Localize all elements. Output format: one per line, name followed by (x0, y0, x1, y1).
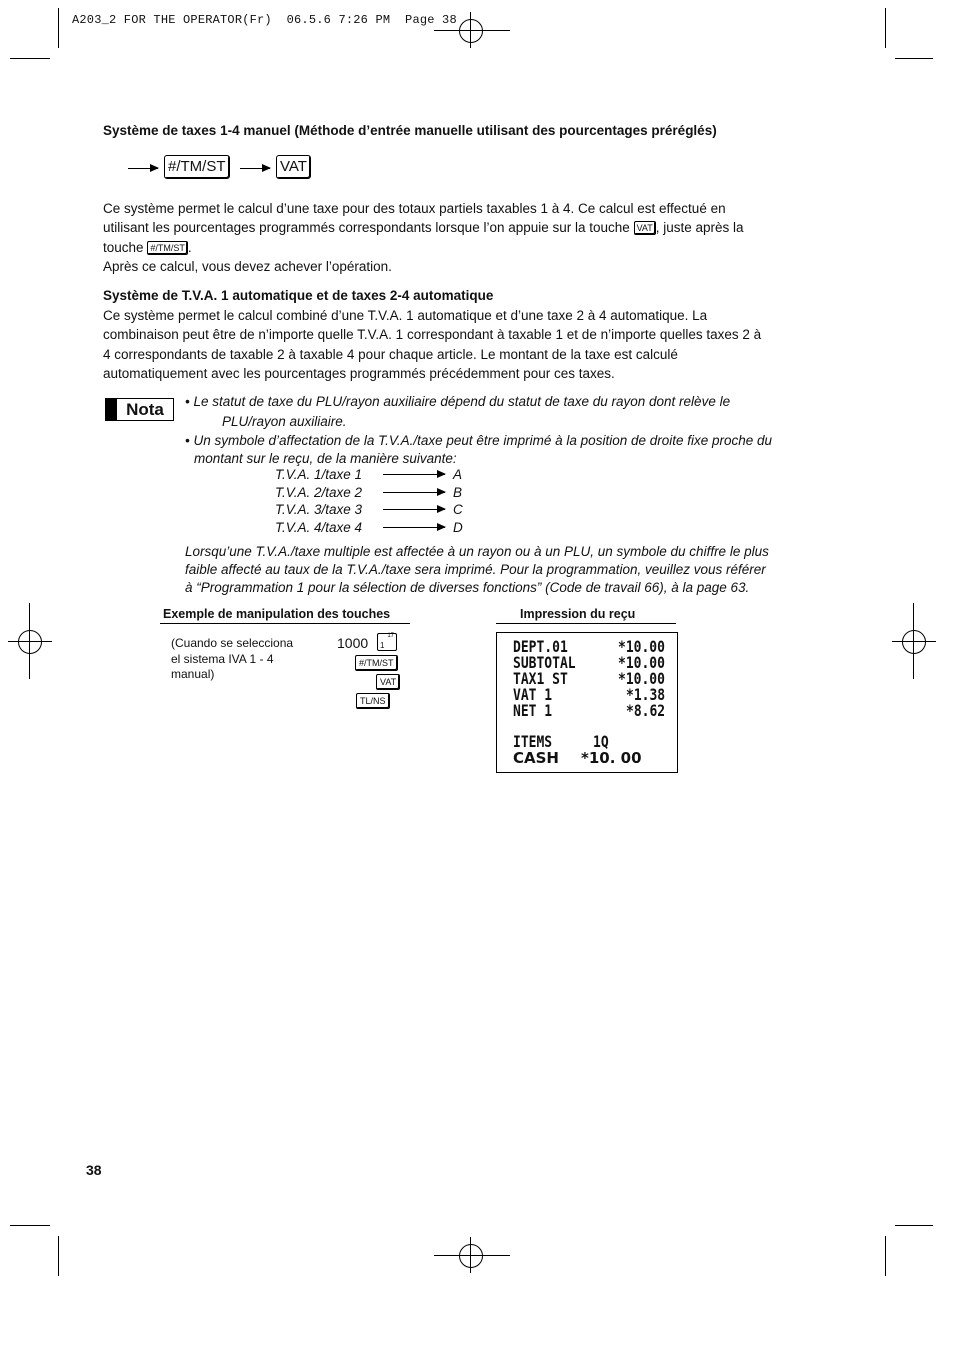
key-tl-ns-step: TL/NS (356, 691, 390, 709)
dept-key-1: 17 1 (377, 633, 397, 651)
crop-mark (10, 58, 50, 59)
crop-mark (58, 1236, 59, 1276)
crop-mark (885, 1236, 886, 1276)
receipt-items-label: ITEMS (513, 734, 553, 752)
registration-mark (902, 630, 926, 654)
registration-line (434, 1255, 510, 1256)
tax-map-row: T.V.A. 4/taxe 4 D (275, 519, 463, 535)
sequence-arrow (240, 168, 270, 169)
crop-mark (10, 1225, 50, 1226)
crop-mark (895, 58, 933, 59)
sequence-arrow (128, 168, 158, 169)
print-header: A203_2 FOR THE OPERATOR(Fr) 06.5.6 7:26 PM Page 38 (72, 13, 457, 27)
tax-map-row: T.V.A. 2/taxe 2 B (275, 484, 463, 500)
section1-body: Ce système permet le calcul d’une taxe pour des totaux partiels taxables 1 à 4. Ce calcul est effectué en utilisant les pourcentages programmés correspondants lorsque l’on appuie sur la touche VAT , juste après la touche #/TM/ST . Après ce calcul, vous devez achever l’opération. (103, 201, 744, 275)
registration-mark (459, 19, 483, 43)
example-heading-keys: Exemple de manipulation des touches (163, 607, 391, 621)
section2-body: Ce système permet le calcul combiné d’une T.V.A. 1 automatique et d’une taxe 2 à 4 automatique. La combinaison peut être de n’importe quelle T.V.A. 1 correspondant à taxable 1 et de n’importe quelles taxes 2 à 4 correspondants de taxable 2 à taxable 4 pour chaque article. Le montant de la taxe est calculé automatiquement avec les pourcentages programmés précédemment pour ces taxes. (103, 308, 762, 382)
section-title-manual-tax: Système de taxes 1-4 manuel (Méthode d’entrée manuelle utilisant des pourcentages préréglés) (103, 123, 717, 138)
key-vat: VAT (276, 155, 311, 179)
receipt-row-value: *10.00 (618, 671, 665, 689)
registration-line (8, 641, 52, 642)
tax-symbol-map (275, 466, 463, 536)
nota-bar (105, 398, 116, 421)
registration-line (29, 603, 30, 679)
heading-underline (160, 623, 410, 624)
nota-paragraph: Lorsqu’une T.V.A./taxe multiple est affectée à un rayon ou à un PLU, un symbole du chiffre le plus faible affecté au taux de la T.V.A./taxe sera imprimé. Pour la programmation, veuillez vous référer à “Programmation 1 pour la sélection de diverses fonctions” (Code de travail 66), à la page 63. (185, 544, 769, 595)
crop-mark (58, 8, 59, 48)
crop-mark (885, 8, 886, 48)
entered-amount: 1000 (337, 635, 369, 651)
key-tm-st: #/TM/ST (164, 155, 230, 179)
receipt-cash-label: CASH (513, 749, 559, 767)
inline-key-vat: VAT (634, 221, 656, 235)
nota-label: Nota (116, 398, 174, 421)
tax-map-row: T.V.A. 1/taxe 1 A (275, 467, 463, 482)
receipt-cash-amount: *10. 00 (581, 749, 642, 767)
tax-map-row: T.V.A. 3/taxe 3 C (275, 502, 463, 517)
heading-underline (496, 623, 676, 624)
receipt (496, 632, 678, 773)
registration-line (913, 603, 914, 679)
receipt-row-value: *8.62 (626, 703, 666, 721)
registration-mark (18, 630, 42, 654)
receipt-row-label: NET 1 (513, 703, 553, 721)
receipt-items-count: 1Q (593, 734, 609, 752)
receipt-row-label: SUBTOTAL (513, 655, 576, 673)
key-tm-st-step: #/TM/ST (355, 653, 398, 671)
example-heading-receipt: Impression du reçu (520, 607, 636, 621)
inline-key-tm-st: #/TM/ST (147, 241, 188, 255)
registration-line (434, 30, 510, 31)
crop-mark (895, 1225, 933, 1226)
registration-line (892, 641, 936, 642)
registration-mark (459, 1244, 483, 1268)
receipt-row-value: *10.00 (618, 639, 665, 657)
page-number: 38 (86, 1162, 102, 1178)
section-title-auto-tax: Système de T.V.A. 1 automatique et de taxes 2-4 automatique (103, 288, 494, 303)
example-note: (Cuando se selecciona el sistema IVA 1 - 4 manual) (171, 636, 294, 681)
receipt-row-label: VAT 1 (513, 687, 553, 705)
receipt-row-label: TAX1 ST (513, 671, 568, 689)
receipt-row-value: *10.00 (618, 655, 665, 673)
registration-line (470, 12, 471, 48)
receipt-row-label: DEPT.01 (513, 639, 568, 657)
nota-bullets: • Le statut de taxe du PLU/rayon auxiliaire dépend du statut de taxe du rayon dont relève le PLU/rayon auxiliaire. • Un symbole d’affectation de la T.V.A./taxe peut être imprimé à la position de droite fixe proche du montant sur le reçu, de la manière suivante: (185, 394, 773, 466)
registration-line (470, 1237, 471, 1273)
receipt-row-value: *1.38 (626, 687, 666, 705)
key-vat-step: VAT (376, 672, 400, 690)
